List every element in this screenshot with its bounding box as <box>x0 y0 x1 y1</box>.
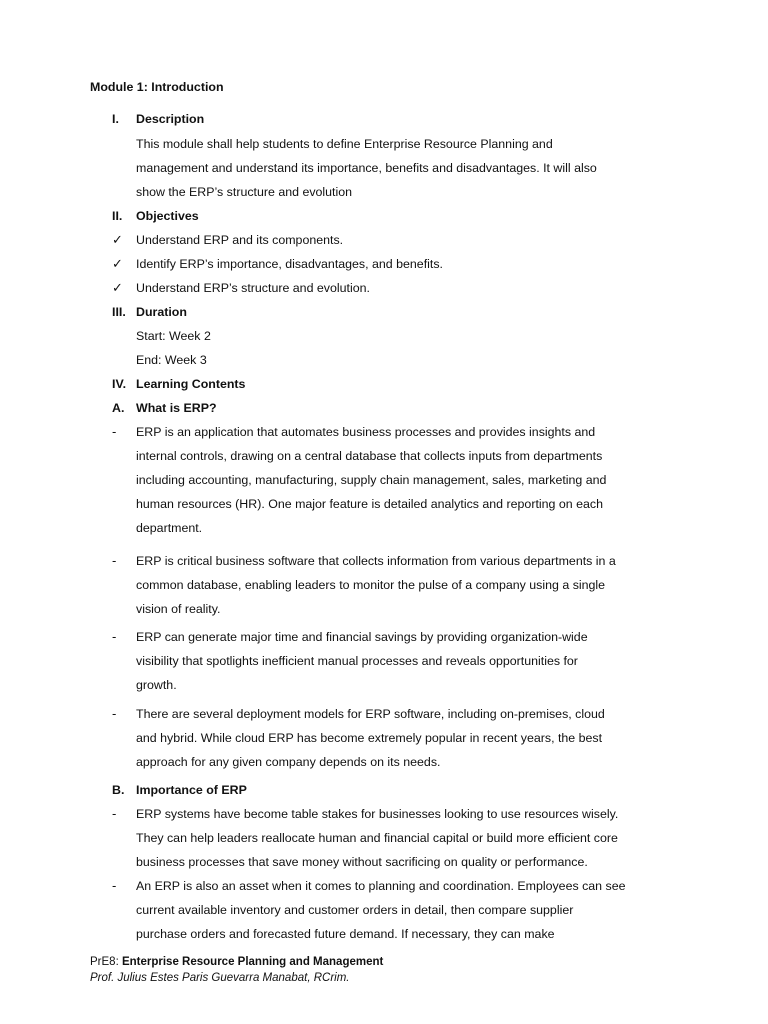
paragraph-line: An ERP is also an asset when it comes to planning and coordination. Employees can see <box>136 879 626 893</box>
paragraph-line: There are several deployment models for ERP software, including on-premises, cloud <box>136 707 605 721</box>
subsection-heading-what-is-erp: What is ERP? <box>136 401 217 415</box>
footer-course <box>90 954 383 970</box>
dash-bullet: - <box>112 424 117 439</box>
paragraph-line: vision of reality. <box>136 602 221 616</box>
section-heading-objectives: Objectives <box>136 209 199 223</box>
duration-end: End: Week 3 <box>136 353 207 367</box>
paragraph-line: visibility that spotlights inefficient manual processes and reveals opportunities for <box>136 654 578 668</box>
objective-item-3: Understand ERP’s structure and evolution. <box>136 281 370 295</box>
paragraph-line: common database, enabling leaders to monitor the pulse of a company using a single <box>136 578 606 592</box>
paragraph-line: internal controls, drawing on a central database that collects inputs from departments <box>136 449 603 463</box>
paragraph-line: ERP systems have become table stakes for businesses looking to use resources wisely. <box>136 807 619 821</box>
paragraph-line: current available inventory and customer orders in detail, then compare supplier <box>136 903 574 917</box>
subsection-letter-a: A. <box>112 401 125 415</box>
paragraph-line: department. <box>136 521 203 535</box>
paragraph-line: ERP is an application that automates business processes and provides insights and <box>136 425 596 439</box>
page-title: Module 1: Introduction <box>90 80 224 94</box>
description-line-2: management and understand its importance, benefits and disadvantages. It will also <box>136 161 597 175</box>
subsection-letter-b: B. <box>112 783 125 797</box>
footer-author: Prof. Julius Estes Paris Guevarra Manabat, RCrim. <box>90 972 350 984</box>
paragraph-line: growth. <box>136 678 177 692</box>
paragraph-line: and hybrid. While cloud ERP has become extremely popular in recent years, the best <box>136 731 603 745</box>
paragraph-line: approach for any given company depends on its needs. <box>136 755 441 769</box>
description-line-1: This module shall help students to define Enterprise Resource Planning and <box>136 137 553 151</box>
section-heading-duration: Duration <box>136 305 187 319</box>
description-line-3: show the ERP’s structure and evolution <box>136 185 353 199</box>
paragraph-line: ERP can generate major time and financial savings by providing organization-wide <box>136 630 588 644</box>
section-number-3: III. <box>112 305 126 319</box>
dash-bullet: - <box>112 878 117 893</box>
section-number-1: I. <box>112 112 119 126</box>
dash-bullet: - <box>112 806 117 821</box>
section-heading-learning-contents: Learning Contents <box>136 377 246 391</box>
checkmark-icon: ✓ <box>112 256 123 271</box>
section-heading-description: Description <box>136 112 205 126</box>
paragraph-line: ERP is critical business software that collects information from various departments in a <box>136 554 616 568</box>
paragraph-line: business processes that save money without sacrificing on quality or performance. <box>136 855 588 869</box>
objective-item-2: Identify ERP’s importance, disadvantages, and benefits. <box>136 257 443 271</box>
paragraph-line: human resources (HR). One major feature is detailed analytics and reporting on each <box>136 497 603 511</box>
footer-course-code: PrE8: <box>90 956 119 968</box>
dash-bullet: - <box>112 553 117 568</box>
subsection-heading-importance-of-erp: Importance of ERP <box>136 783 247 797</box>
paragraph-line: purchase orders and forecasted future demand. If necessary, they can make <box>136 927 555 941</box>
objective-item-1: Understand ERP and its components. <box>136 233 344 247</box>
paragraph-line: They can help leaders reallocate human and financial capital or build more efficient core <box>136 831 618 845</box>
dash-bullet: - <box>112 706 117 721</box>
duration-start: Start: Week 2 <box>136 329 211 343</box>
section-number-4: IV. <box>112 377 127 391</box>
paragraph-line: including accounting, manufacturing, supply chain management, sales, marketing and <box>136 473 607 487</box>
checkmark-icon: ✓ <box>112 232 123 247</box>
section-number-2: II. <box>112 209 123 223</box>
checkmark-icon: ✓ <box>112 280 123 295</box>
footer-course-title: Enterprise Resource Planning and Management <box>121 956 384 968</box>
dash-bullet: - <box>112 629 117 644</box>
